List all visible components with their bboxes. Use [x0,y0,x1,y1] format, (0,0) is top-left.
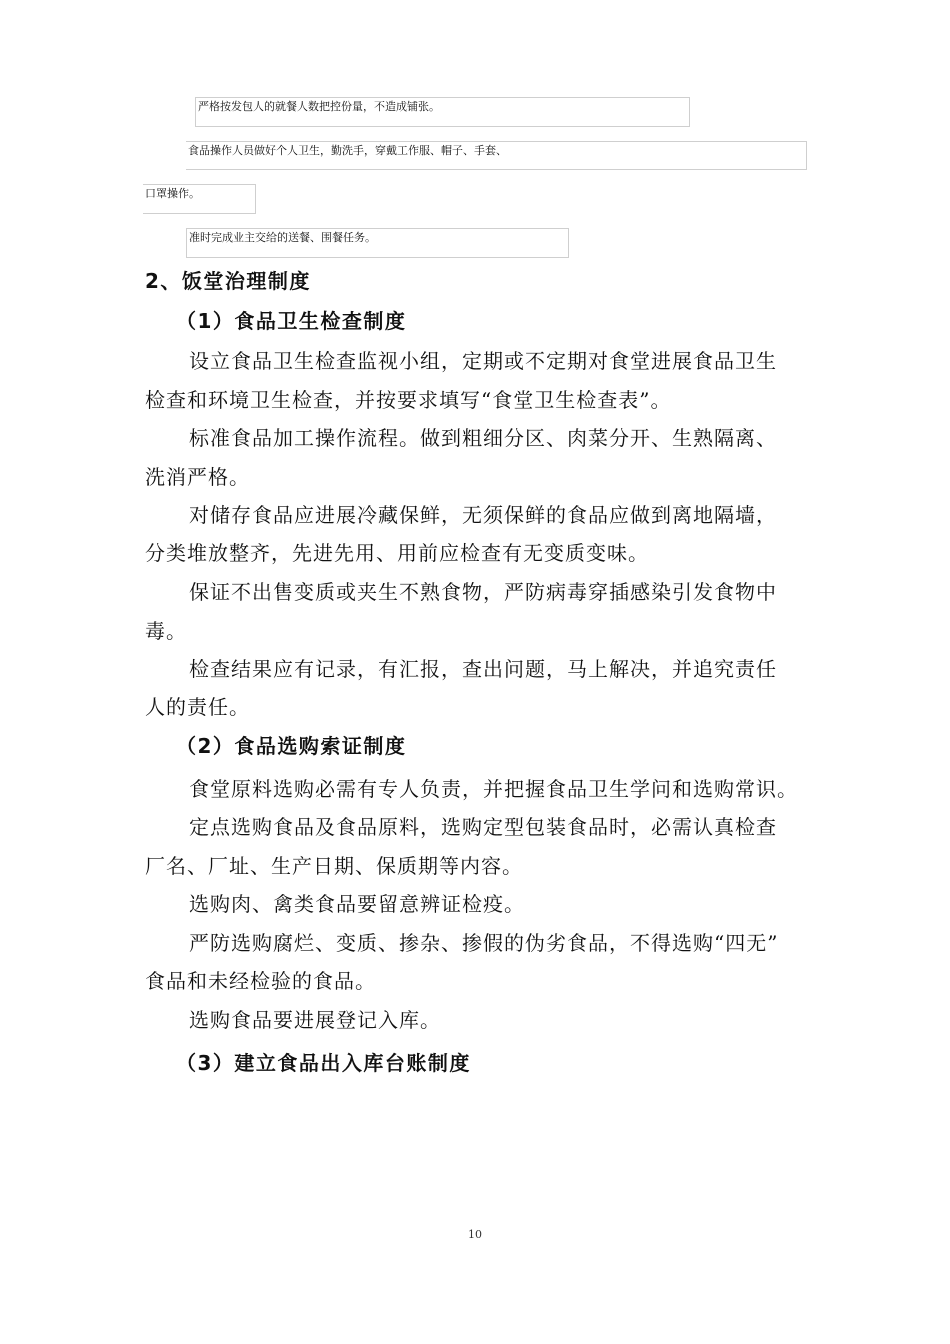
paragraph-line: 检查和环境卫生检查，并按要求填写“食堂卫生检查表”。 [145,388,672,412]
paragraph-line: 选购肉、禽类食品要留意辨证检疫。 [189,892,525,916]
paragraph-line: 对储存食品应进展冷藏保鲜，无须保鲜的食品应做到离地隔墙， [189,503,777,527]
paragraph-line: 严防选购腐烂、变质、掺杂、掺假的伪劣食品，不得选购“四无” [189,931,779,955]
section-title: 2、饭堂治理制度 [145,269,311,293]
paragraph-line: 选购食品要进展登记入库。 [189,1008,441,1032]
note-box-hygiene: 食品操作人员做好个人卫生，勤洗手，穿戴工作服、帽子、手套、 [186,141,807,170]
paragraph-line: 标准食品加工操作流程。做到粗细分区、肉菜分开、生熟隔离、 [189,426,777,450]
paragraph-line: 保证不出售变质或夹生不熟食物，严防病毒穿插感染引发食物中 [189,580,777,604]
note-box-portion-control: 严格按发包人的就餐人数把控份量，不造成铺张。 [195,97,690,127]
paragraph-line: 人的责任。 [145,695,250,719]
page-number: 10 [468,1228,482,1241]
paragraph-line: 定点选购食品及食品原料，选购定型包装食品时，必需认真检查 [189,815,777,839]
subsection-title-3: （3）建立食品出入库台账制度 [176,1051,471,1075]
note-box-mask: 口罩操作。 [143,184,256,214]
paragraph-line: 分类堆放整齐，先进先用、用前应检查有无变质变味。 [145,541,649,565]
note-box-delivery: 准时完成业主交给的送餐、围餐任务。 [186,228,569,258]
paragraph-line: 厂名、厂址、生产日期、保质期等内容。 [145,854,523,878]
paragraph-line: 毒。 [145,619,187,643]
paragraph-line: 设立食品卫生检查监视小组，定期或不定期对食堂进展食品卫生 [189,349,777,373]
paragraph-line: 检查结果应有记录，有汇报，查出问题，马上解决，并追究责任 [189,657,777,681]
paragraph-line: 食品和未经检验的食品。 [145,969,376,993]
paragraph-line: 食堂原料选购必需有专人负责，并把握食品卫生学问和选购常识。 [189,777,798,801]
paragraph-line: 洗消严格。 [145,465,250,489]
subsection-title-1: （1）食品卫生检查制度 [176,309,407,333]
subsection-title-2: （2）食品选购索证制度 [176,734,407,758]
